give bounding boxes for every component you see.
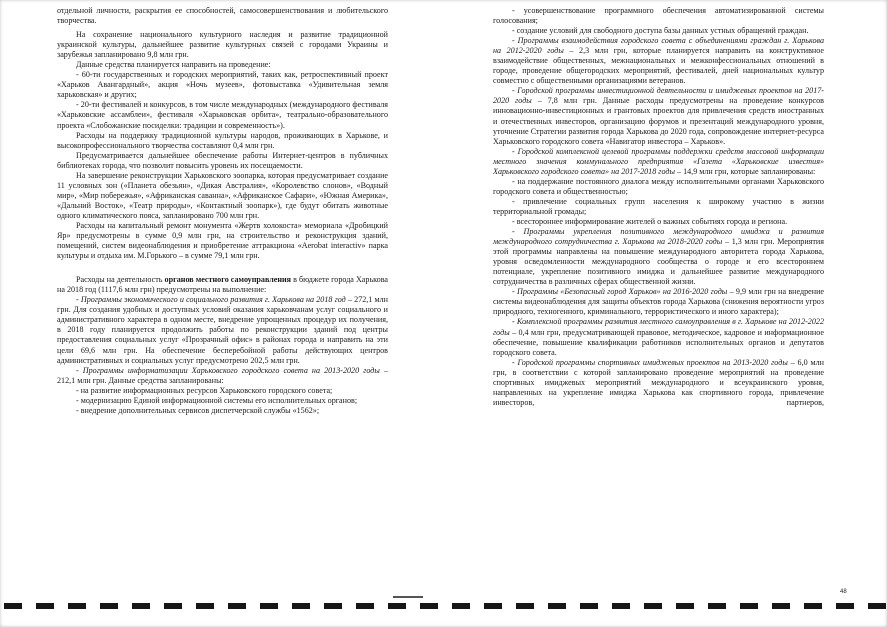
footer-dash [388, 603, 406, 609]
paragraph: - 60-ти государственных и городских мероприятий, таких как, ретроспективный проект «Харьков Авангардный», акция «Ночь музеев», фотовыставка «Удивительная земля харьковская» и других; [57, 70, 388, 100]
footer-dash [420, 603, 438, 609]
paragraph: - Программы укрепления позитивного международного имиджа и развития международного сотрудничества г. Харькова на 2018-2020 годы – 1,3 млн грн. Мероприятия этой программы направлены на повышение международного авторитета города Харькова, уровня осведомленности международного сообщества о городе и его всестороннем потенциале, укрепление позитивного имиджа и дальнейшее развитие международного сотрудничества в различных сферах общественной жизни. [493, 227, 824, 287]
paragraph: На сохранение национального культурного наследия и развитие традиционной украинской культуры, дальнейшее развитие культурных связей с городами Украины и зарубежья запланировано 9,8 млн грн. [57, 30, 388, 60]
footer-dash [740, 603, 758, 609]
footer-dash [324, 603, 342, 609]
footer-dash [612, 603, 630, 609]
paragraph: - усовершенствование программного обеспечения автоматизированной системы голосования; [493, 6, 824, 26]
center-mark [393, 596, 423, 598]
footer-dash [164, 603, 182, 609]
paragraph: - модернизацию Единой информационной системы его исполнительных органов; [76, 395, 358, 405]
paragraph: Расходы на деятельность органов местного самоуправления в бюджете города Харькова на 2018 год (1117,6 млн грн) предусмотрены на выполнение: [57, 275, 389, 295]
paragraph: - Программы «Безопасный город Харьков» на 2016-2020 годы – 9,9 млн грн на внедрение системы видеонаблюдения для защиты объектов города Харькова (снижения вероятности угроз природного, техногенного, криминального, террористического и иного характера); [493, 287, 824, 317]
paragraph: - Программы экономического и социального развития г. Харькова на 2018 год – 272,1 млн грн. Для создания удобных и доступных условий оказания харьковчанам услуг социального и административного характера в одном месте, внедрение упрощенных процедур их получения, в 2018 году планируется продолжить работы по реконструкции зданий под центры предоставления социальных услуг «Прозрачный офис» в районах города и направить на эти цели 69,6 млн грн. На обеспечение бесперебойной работы действующих центров административных и социальных услуг предусмотрено 202,5 млн грн. [57, 295, 389, 365]
footer-dash [196, 603, 214, 609]
page-number: 48 [840, 589, 847, 595]
paragraph: - Городской программы инвестиционной деятельности и имиджевых проектов на 2017-2020 годы – 7,8 млн грн. Данные расходы предусмотрены на проведение конкурсов инновационно-инвестиционных и грантовых проектов для привлечения средств иностранных и отечественных инвесторов, организацию форумов и презентаций международного уровня, уточнение Стратегии развития города Харькова до 2020 года, сопровождение интернет-ресурса Харьковского городского совета «Навигатор инвестора – Харьков». [493, 86, 824, 146]
footer-dash [260, 603, 278, 609]
footer-dash [228, 603, 246, 609]
footer-dash [516, 603, 534, 609]
footer-dash [644, 603, 662, 609]
paragraph: На завершение реконструкции Харьковского зоопарка, которая предусматривает создание 11 условных зон («Планета обезьян», «Дикая Австралия», «Королевство слонов», «Водный мир», «Мир побережья», «Африканская саванна», «Африканское Сафари», «Южная Америка», «Дальний Восток», «Театр природы», «Контактный зоопарк»), где будут обитать животные одного климатического пояса, запланировано 700 млн грн. [57, 170, 388, 220]
paragraph: - создание условий для свободного доступа базы данных устных обращений граждан. [512, 26, 809, 36]
left-text-column [57, 6, 388, 416]
footer-dash [36, 603, 54, 609]
paragraph: - Городской программы спортивных имиджевых проектов на 2013-2020 годы – 6,0 млн грн, в соответствии с которой запланировано проведение мероприятий на проведение спортивных имиджевых мероприятий международного и всеукраинского уровня, направленных на укрепление имиджа Харькова как спортивного города, привлечение инвесторов, партнеров, [493, 357, 824, 407]
footer-dash [676, 603, 694, 609]
paragraph: - на поддержание постоянного диалога между исполнительными органами Харьковского городского совета и общественностью; [493, 176, 824, 196]
footer-dash [452, 603, 470, 609]
right-text-column [493, 6, 824, 408]
footer-dash [4, 603, 22, 609]
footer-dash [484, 603, 502, 609]
footer-dash [580, 603, 598, 609]
paragraph: Расходы на капитальный ремонт монумента «Жертв холокоста» мемориала «Дробицкий Яр» предусмотрены в сумме 0,9 млн грн, на строительство и реконструкция зданий, помещений, систем видеонаблюдения и приобретение аттракциона «Aerobat interactiv» парка культуры и отдыха им. М.Горького – в сумме 79,1 млн грн. [57, 220, 388, 261]
paragraph: отдельной личности, раскрытия ее способностей, самосовершенствования и любительского творчества. [57, 6, 388, 26]
paragraph: - Городской комплексной целевой программы поддержки средств массовой информации местного значения коммунального предприятия «Газета «Харьковские известия» Харьковского городского совета» на 2017-2018 годы – 14,9 млн грн, которые запланированы: [493, 146, 824, 176]
footer-dash [68, 603, 86, 609]
footer-dash [836, 603, 854, 609]
paragraph: - всестороннее информирование жителей о важных событиях города и региона. [512, 216, 788, 226]
footer-dash [356, 603, 374, 609]
paragraph: - 20-ти фестивалей и конкурсов, в том числе международных (международного фестиваля «Харьковские ассамблеи», фестиваля «Харьковская орбита», театрально-образовательного проекта «Слобожанские посиделки: традиции и современность»). [57, 100, 388, 130]
footer-dash [132, 603, 150, 609]
paragraph: Данные средства планируется направить на проведение: [76, 60, 271, 70]
footer-dash [100, 603, 118, 609]
paragraph: - привлечение социальных групп населения к широкому участию в жизни территориальной громады; [493, 196, 824, 216]
footer-dash [804, 603, 822, 609]
footer-dash [548, 603, 566, 609]
footer-dash [708, 603, 726, 609]
paragraph: Расходы на поддержку традиционной культуры народов, проживающих в Харькове, и высокопрофессионального творчества составляют 0,4 млн грн. [57, 130, 388, 150]
paragraph: Предусматривается дальнейшее обеспечение работы Интернет-центров в публичных библиотеках города, что позволит повысить уровень их посещаемости. [57, 150, 388, 170]
footer-dash [772, 603, 790, 609]
paragraph: - на развитие информационных ресурсов Харьковского городского совета; [76, 385, 333, 395]
footer-dash [868, 603, 886, 609]
page-footer-dashes [0, 591, 887, 615]
footer-dash [292, 603, 310, 609]
paragraph: - Комплексной программы развития местного самоуправления в г. Харькове на 2012-2022 годы – 0,4 млн грн, предусматривающей правовое, методическое, кадровое и информационное обеспечение, повышение квалификации работников исполнительных органов и депутатов городского совета. [493, 317, 824, 357]
paragraph: - Программы взаимодействия городского совета с объединениями граждан г. Харькова на 2012-2020 годы – 2,3 млн грн, которые планируется направить на конструктивное взаимодействие общественных, межнациональных и межконфессиональных отношений в городе, проведение общегородских мероприятий, фестивалей, дней национальных культур совместно с общественными организациями ветеранов. [493, 36, 824, 86]
paragraph: - внедрение дополнительных сервисов диспетчерской службы «1562»; [76, 405, 320, 415]
paragraph: - Программы информатизации Харьковского городского совета на 2013-2020 годы – 212,1 млн грн. Данные средства запланированы: [57, 365, 388, 385]
